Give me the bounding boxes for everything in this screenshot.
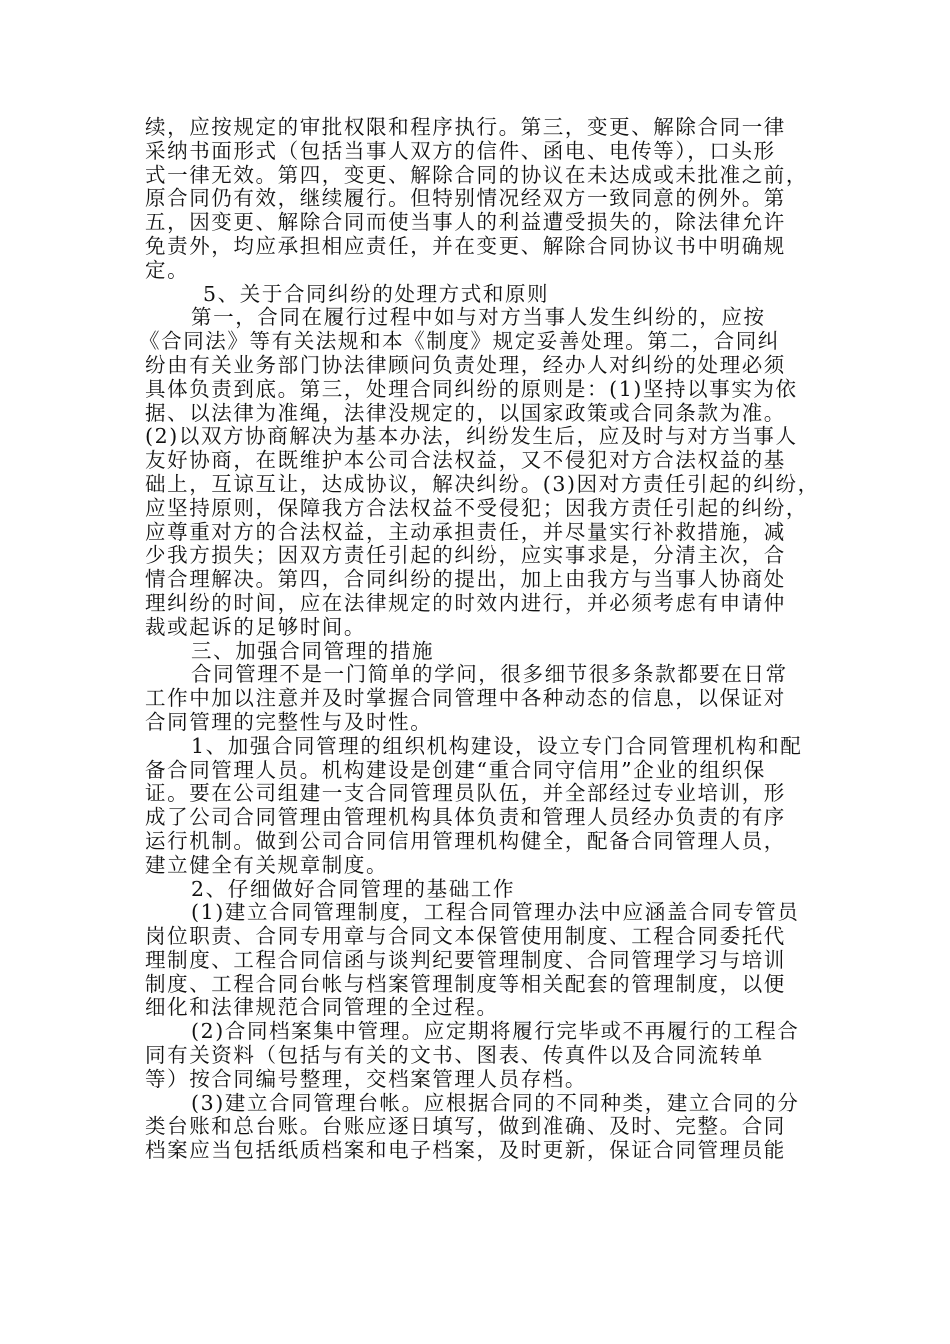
text-line: 据、以法律为准绳，法律没规定的，以国家政策或合同条款为准。	[145, 400, 786, 425]
text-line: 理制度、工程合同信函与谈判纪要管理制度、合同管理学习与培训	[145, 947, 786, 972]
text-line: 少我方损失；因双方责任引起的纠纷，应实事求是，分清主次，合	[145, 543, 786, 568]
text-line: 运行机制。做到公司合同信用管理机构健全，配备合同管理人员，	[145, 828, 786, 853]
text-line: 同有关资料（包括与有关的文书、图表、传真件以及合同流转单	[145, 1043, 764, 1068]
text-line: 类台账和总台账。台账应逐日填写，做到准确、及时、完整。合同	[145, 1114, 786, 1139]
text-line: 备合同管理人员。机构建设是创建“重合同守信用”企业的组织保	[145, 757, 766, 782]
text-line: 合同管理不是一门简单的学问，很多细节很多条款都要在日常	[191, 662, 788, 687]
paragraph-management-intro	[145, 663, 825, 734]
text-line: 制度、工程合同台帐与档案管理制度等相关配套的管理制度，以便	[145, 971, 786, 996]
text-line: 等）按合同编号整理，交档案管理人员存档。	[145, 1066, 587, 1091]
paragraph-ledger	[145, 1092, 825, 1163]
text-line: 采纳书面形式（包括当事人双方的信件、函电、电传等），口头形	[145, 138, 776, 163]
text-line: 五，因变更、解除合同而使当事人的利益遭受损失的，除法律允许	[145, 210, 786, 235]
text-line: 原合同仍有效，继续履行。但特别情况经双方一致同意的例外。第	[145, 186, 786, 211]
document-page	[139, 115, 825, 1163]
text-line: 友好协商，在既维护本公司合法权益，又不侵犯对方合法权益的基	[145, 448, 786, 473]
text-line: 《合同法》等有关法规和本《制度》规定妥善处理。第二，合同纠	[139, 329, 780, 354]
heading-text: 2、仔细做好合同管理的基础工作	[191, 876, 516, 901]
text-line: 建立健全有关规章制度。	[145, 852, 389, 877]
text-line: 成了公司合同管理由管理机构具体负责和管理人员经办负责的有序	[145, 805, 786, 830]
text-line: (3)建立合同管理台帐。应根据合同的不同种类，建立合同的分	[191, 1090, 800, 1115]
text-line: 式一律无效。第四，变更、解除合同的协议在未达成或未批准之前，	[145, 162, 808, 187]
heading-text: 三、加强合同管理的措施	[191, 638, 435, 663]
text-line: 免责外，均应承担相应责任，并在变更、解除合同协议书中明确规	[145, 233, 786, 258]
section-heading-management-measures	[145, 640, 825, 664]
text-line: 应坚持原则，保障我方合法权益不受侵犯；因我方责任引起的纠纷，	[145, 495, 808, 520]
text-line: (2)合同档案集中管理。应定期将履行完毕或不再履行的工程合	[191, 1019, 800, 1044]
text-line: 细化和法律规范合同管理的全过程。	[145, 995, 499, 1020]
section-heading-dispute-handling	[145, 283, 825, 307]
paragraph-contract-change-rules	[145, 116, 825, 283]
text-line: (2)以双方协商解决为基本办法，纠纷发生后，应及时与对方当事人	[145, 424, 798, 449]
text-line: 合同管理的完整性与及时性。	[145, 709, 433, 734]
text-line: 础上，互谅互让，达成协议，解决纠纷。(3)因对方责任引起的纠纷，	[145, 471, 820, 496]
text-line: 情合理解决。第四，合同纠纷的提出，加上由我方与当事人协商处	[145, 567, 786, 592]
text-line: 应尊重对方的合法权益，主动承担责任，并尽量实行补救措施，减	[145, 519, 786, 544]
text-line: 工作中加以注意并及时掌握合同管理中各种动态的信息，以保证对	[145, 686, 786, 711]
text-line: 具体负责到底。第三，处理合同纠纷的原则是：(1)坚持以事实为依	[145, 376, 798, 401]
paragraph-organization-building	[145, 735, 825, 878]
text-line: 续，应按规定的审批权限和程序执行。第三，变更、解除合同一律	[145, 115, 786, 139]
text-line: 定。	[145, 257, 190, 282]
text-line: 第一，合同在履行过程中如与对方当事人发生纠纷的，应按	[191, 305, 766, 330]
text-line: 档案应当包括纸质档案和电子档案，及时更新，保证合同管理员能	[145, 1138, 786, 1163]
text-line: 纷由有关业务部门协法律顾问负责处理，经办人对纠纷的处理必须	[145, 352, 786, 377]
section-heading-basic-work	[145, 878, 825, 902]
paragraph-archive-management	[145, 1020, 825, 1091]
text-line: (1)建立合同管理制度，工程合同管理办法中应涵盖合同专管员	[191, 900, 800, 925]
paragraph-dispute-principles	[139, 305, 825, 639]
text-line: 1、加强合同管理的组织机构建设，设立专门合同管理机构和配	[191, 733, 803, 758]
paragraph-management-system	[145, 901, 825, 1020]
text-line: 证。要在公司组建一支合同管理员队伍，并全部经过专业培训，形	[145, 781, 786, 806]
text-line: 理纠纷的时间，应在法律规定的时效内进行，并必须考虑有申请仲	[145, 590, 786, 615]
heading-text: 5、关于合同纠纷的处理方式和原则	[203, 281, 550, 306]
text-line: 裁或起诉的足够时间。	[145, 614, 366, 639]
text-line: 岗位职责、合同专用章与合同文本保管使用制度、工程合同委托代	[145, 924, 786, 949]
